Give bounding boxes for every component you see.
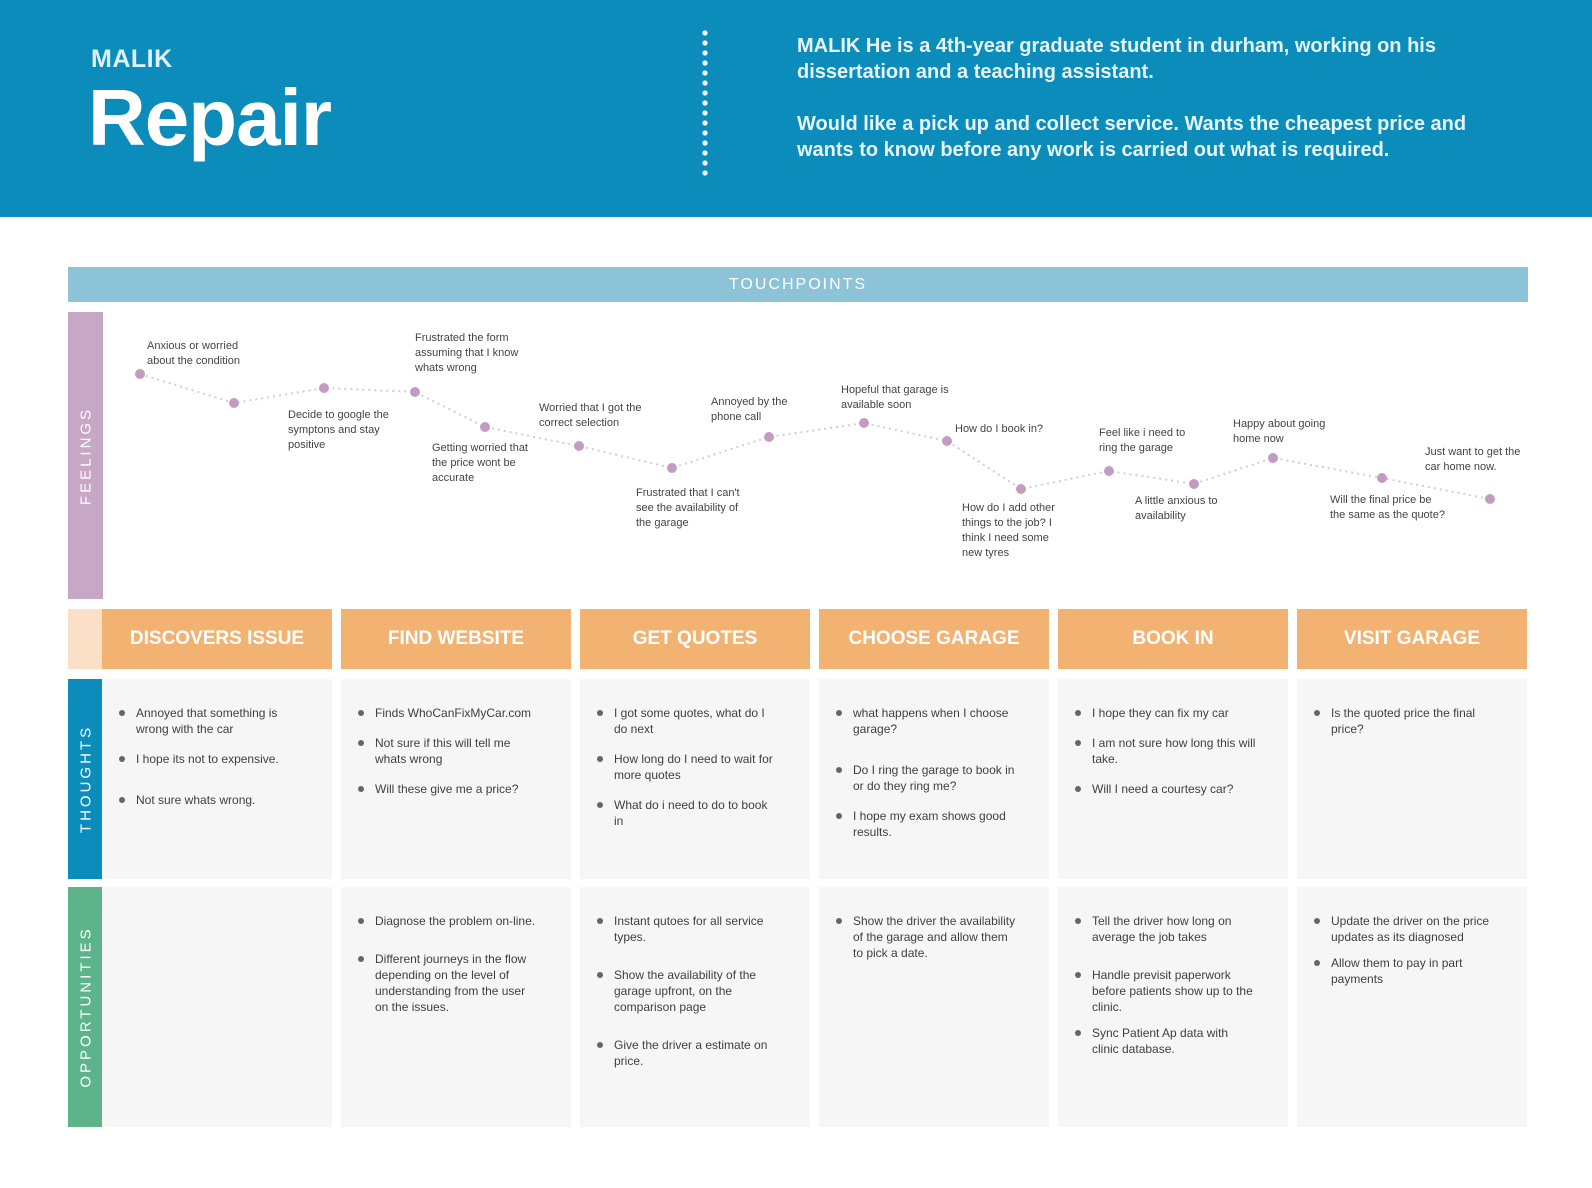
opportunities-row-label: [68, 887, 103, 1127]
feeling-label: Getting worried that the price wont be accurate: [432, 442, 528, 484]
thought-item: I am not sure how long this will take.: [1092, 735, 1258, 767]
stage-header-get-quotes: GET QUOTES: [580, 609, 810, 669]
thoughts-cell-find-website: [341, 679, 571, 879]
feeling-label: How do I add other things to the job? I think I need some new tyres: [962, 502, 1055, 559]
thought-item: Is the quoted price the final price?: [1331, 705, 1497, 737]
opportunity-item: Diagnose the problem on-line.: [375, 913, 541, 929]
stage-row-marker: [68, 609, 103, 669]
opportunity-item: Update the driver on the price updates as its diagnosed: [1331, 913, 1497, 945]
stage-header-book-in: BOOK IN: [1058, 609, 1288, 669]
feeling-label: A little anxious to availability: [1135, 495, 1218, 522]
feeling-point: [1016, 484, 1026, 494]
feeling-label: Decide to google the symptons and stay positive: [288, 409, 389, 451]
persona-header: [0, 0, 1592, 217]
feeling-point: [1268, 453, 1278, 463]
opportunity-item: Allow them to pay in part payments: [1331, 955, 1497, 987]
feeling-label: Will the final price be the same as the quote?: [1330, 494, 1445, 521]
thoughts-row-label: [68, 679, 103, 879]
feeling-point: [764, 432, 774, 442]
feelings-row-label: [68, 312, 103, 599]
thoughts-cell-visit-garage: [1297, 679, 1527, 879]
touchpoints-bar: TOUCHPOINTS: [68, 267, 1528, 302]
journey-title: Repair: [88, 73, 331, 162]
feeling-label: Happy about going home now: [1233, 418, 1326, 445]
feeling-point: [480, 422, 490, 432]
opportunities-cell-get-quotes: [580, 887, 810, 1127]
thought-item: I hope its not to expensive.: [136, 751, 302, 767]
feeling-label: Annoyed by the phone call: [711, 396, 788, 423]
feeling-label: Frustrated the form assuming that I know whats wrong: [415, 332, 519, 374]
feeling-point: [942, 436, 952, 446]
dotted-divider: [702, 28, 708, 180]
feeling-point: [1189, 479, 1199, 489]
persona-name: MALIK: [91, 45, 173, 73]
thoughts-cell-get-quotes: [580, 679, 810, 879]
feeling-label: Frustrated that I can't see the availability of the garage: [636, 487, 740, 529]
opportunities-cell-find-website: [341, 887, 571, 1127]
feeling-point: [229, 398, 239, 408]
opportunities-label: OPPORTUNITIES: [77, 926, 94, 1088]
thought-item: Finds WhoCanFixMyCar.com: [375, 705, 541, 721]
feeling-point: [1485, 494, 1495, 504]
feeling-label: Hopeful that garage is available soon: [841, 384, 949, 411]
feeling-point: [410, 387, 420, 397]
persona-bio: MALIK He is a 4th-year graduate student in durham, working on his dissertation and a teaching assistant.: [797, 35, 1436, 83]
stage-header-visit-garage: VISIT GARAGE: [1297, 609, 1527, 669]
thought-item: How long do I need to wait for more quotes: [614, 751, 780, 783]
thought-item: Will I need a courtesy car?: [1092, 781, 1258, 797]
feeling-label: Feel like i need to ring the garage: [1099, 427, 1186, 454]
opportunity-item: Handle previsit paperwork before patients show up to the clinic.: [1092, 967, 1258, 1015]
thoughts-cell-choose-garage: [819, 679, 1049, 879]
persona-description: [797, 33, 1527, 183]
opportunities-cell-discovers-issue: [102, 887, 332, 1127]
opportunities-cell-book-in: [1058, 887, 1288, 1127]
feeling-point: [574, 441, 584, 451]
feeling-label: How do I book in?: [955, 423, 1044, 435]
opportunity-item: Different journeys in the flow depending on the level of understanding from the user on the issues.: [375, 951, 541, 1015]
stage-header-choose-garage: CHOOSE GARAGE: [819, 609, 1049, 669]
opportunity-item: Tell the driver how long on average the job takes: [1092, 913, 1258, 945]
opportunities-cell-choose-garage: [819, 887, 1049, 1127]
stage-header-find-website: FIND WEBSITE: [341, 609, 571, 669]
feeling-point: [1104, 466, 1114, 476]
thought-item: Annoyed that something is wrong with the car: [136, 705, 302, 737]
opportunities-cell-visit-garage: [1297, 887, 1527, 1127]
feeling-point: [667, 463, 677, 473]
thought-item: Will these give me a price?: [375, 781, 541, 797]
thoughts-label: THOUGHTS: [77, 724, 94, 834]
feeling-label: Just want to get the car home now.: [1425, 446, 1521, 473]
persona-needs: Would like a pick up and collect service. Wants the cheapest price and wants to know before any work is carried out what is required.: [797, 113, 1467, 161]
feeling-label: Worried that I got the correct selection: [539, 402, 642, 429]
opportunity-item: Show the driver the availability of the garage and allow them to pick a date.: [853, 913, 1019, 961]
thought-item: Not sure if this will tell me whats wrong: [375, 735, 541, 767]
thought-item: what happens when I choose garage?: [853, 705, 1019, 737]
thought-item: I hope my exam shows good results.: [853, 808, 1019, 840]
feelings-label: FEELINGS: [77, 406, 94, 505]
thought-item: I got some quotes, what do I do next: [614, 705, 780, 737]
thought-item: I hope they can fix my car: [1092, 705, 1258, 721]
feeling-point: [859, 418, 869, 428]
thought-item: What do i need to do to book in: [614, 797, 780, 829]
thoughts-cell-discovers-issue: [102, 679, 332, 879]
feeling-point: [135, 369, 145, 379]
opportunity-item: Sync Patient Ap data with clinic database.: [1092, 1025, 1258, 1057]
stage-header-discovers-issue: DISCOVERS ISSUE: [102, 609, 332, 669]
opportunity-item: Instant qutoes for all service types.: [614, 913, 780, 945]
feeling-label: Anxious or worried about the condition: [147, 340, 240, 367]
opportunity-item: Give the driver a estimate on price.: [614, 1037, 780, 1069]
feeling-point: [1377, 473, 1387, 483]
feeling-point: [319, 383, 329, 393]
thought-item: Do I ring the garage to book in or do they ring me?: [853, 762, 1019, 794]
opportunity-item: Show the availability of the garage upfront, on the comparison page: [614, 967, 780, 1015]
thoughts-cell-book-in: [1058, 679, 1288, 879]
thought-item: Not sure whats wrong.: [136, 792, 302, 808]
